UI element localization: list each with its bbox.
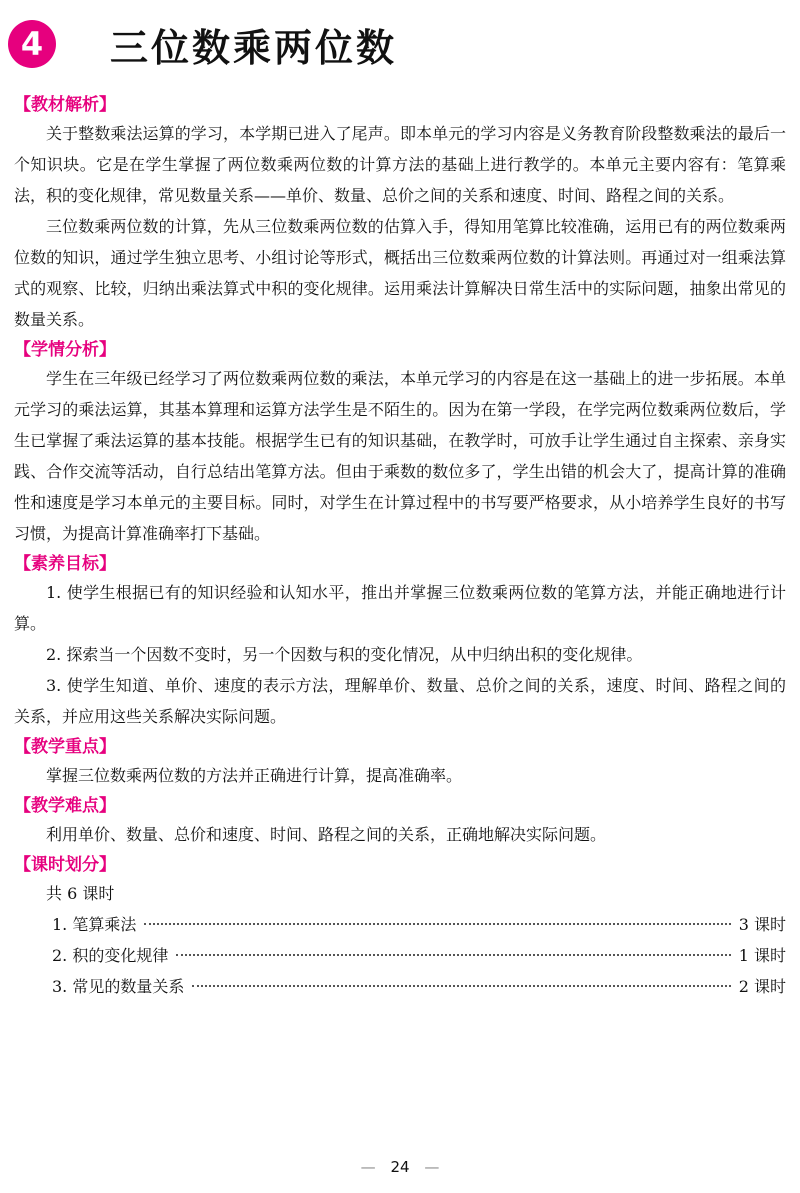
schedule-hours: 1 课时 xyxy=(738,946,786,965)
section-label: 【课时划分】 xyxy=(14,855,116,875)
schedule-item: 2. 积的变化规律 xyxy=(52,946,169,965)
paragraph: 关于整数乘法运算的学习，本学期已进入了尾声。即本单元的学习内容是义务教育阶段整数乘法的最后一个知识块。它是在学生掌握了两位数乘两位数的计算方法的基础上进行教学的。本单元主要内容有：笔算乘法，积的变化规律，常见数量关系——单价、数量、总价之间的关系和速度、时间、路程之间的关系。 xyxy=(14,124,786,205)
page-content xyxy=(14,90,786,1002)
section-competency-goals xyxy=(14,552,786,732)
section-key-points xyxy=(14,735,786,791)
unit-title: 三位数乘两位数 xyxy=(110,25,398,70)
section-label: 【学情分析】 xyxy=(14,340,116,360)
section-label: 【教学难点】 xyxy=(14,796,116,816)
schedule-row xyxy=(14,909,786,940)
page-number: 24 xyxy=(390,1158,410,1176)
schedule-item: 3. 常见的数量关系 xyxy=(52,977,185,996)
page-footer xyxy=(0,1158,800,1176)
unit-number-badge: 4 xyxy=(8,20,56,68)
schedule-row xyxy=(14,940,786,971)
section-learner-analysis xyxy=(14,338,786,549)
paragraph: 利用单价、数量、总价和速度、时间、路程之间的关系，正确地解决实际问题。 xyxy=(46,825,607,844)
section-textbook-analysis xyxy=(14,93,786,335)
goal-item: 1. 使学生根据已有的知识经验和认知水平，推出并掌握三位数乘两位数的笔算方法，并能正确地进行计算。 xyxy=(14,583,786,633)
section-label: 【教学重点】 xyxy=(14,737,116,757)
footer-dash-right: — xyxy=(424,1158,440,1176)
paragraph: 三位数乘两位数的计算，先从三位数乘两位数的估算入手，得知用笔算比较准确，运用已有的两位数乘两位数的知识，通过学生独立思考、小组讨论等形式，概括出三位数乘两位数的计算法则。再通过对一组乘法算式的观察、比较，归纳出乘法算式中积的变化规律。运用乘法计算解决日常生活中的实际问题，抽象出常见的数量关系。 xyxy=(14,217,786,329)
paragraph: 掌握三位数乘两位数的方法并正确进行计算，提高准确率。 xyxy=(46,766,463,785)
schedule-item: 1. 笔算乘法 xyxy=(52,915,137,934)
dot-leader xyxy=(192,985,730,987)
section-lesson-plan xyxy=(14,853,786,1002)
goal-item: 3. 使学生知道、单价、速度的表示方法，理解单价、数量、总价之间的关系，速度、时间、路程之间的关系，并应用这些关系解决实际问题。 xyxy=(14,676,786,726)
section-label: 【教材解析】 xyxy=(14,95,116,115)
dot-leader xyxy=(144,923,730,925)
schedule-row xyxy=(14,971,786,1002)
total-lessons: 共 6 课时 xyxy=(46,884,115,903)
goal-item: 2. 探索当一个因数不变时，另一个因数与积的变化情况，从中归纳出积的变化规律。 xyxy=(46,645,643,664)
lesson-schedule xyxy=(14,909,786,1002)
unit-header xyxy=(8,14,397,74)
section-difficulties xyxy=(14,794,786,850)
schedule-hours: 2 课时 xyxy=(738,977,786,996)
section-label: 【素养目标】 xyxy=(14,554,116,574)
dot-leader xyxy=(176,954,730,956)
footer-dash-left: — xyxy=(360,1158,376,1176)
paragraph: 学生在三年级已经学习了两位数乘两位数的乘法，本单元学习的内容是在这一基础上的进一步拓展。本单元学习的乘法运算，其基本算理和运算方法学生是不陌生的。因为在第一学段，在学完两位数乘两位数后，学生已掌握了乘法运算的基本技能。根据学生已有的知识基础，在教学时，可放手让学生通过自主探索、亲身实践、合作交流等活动，自行总结出笔算方法。但由于乘数的数位多了，学生出错的机会大了，提高计算的准确性和速度是学习本单元的主要目标。同时，对学生在计算过程中的书写要严格要求，从小培养学生良好的书写习惯，为提高计算准确率打下基础。 xyxy=(14,369,786,543)
schedule-hours: 3 课时 xyxy=(738,915,786,934)
